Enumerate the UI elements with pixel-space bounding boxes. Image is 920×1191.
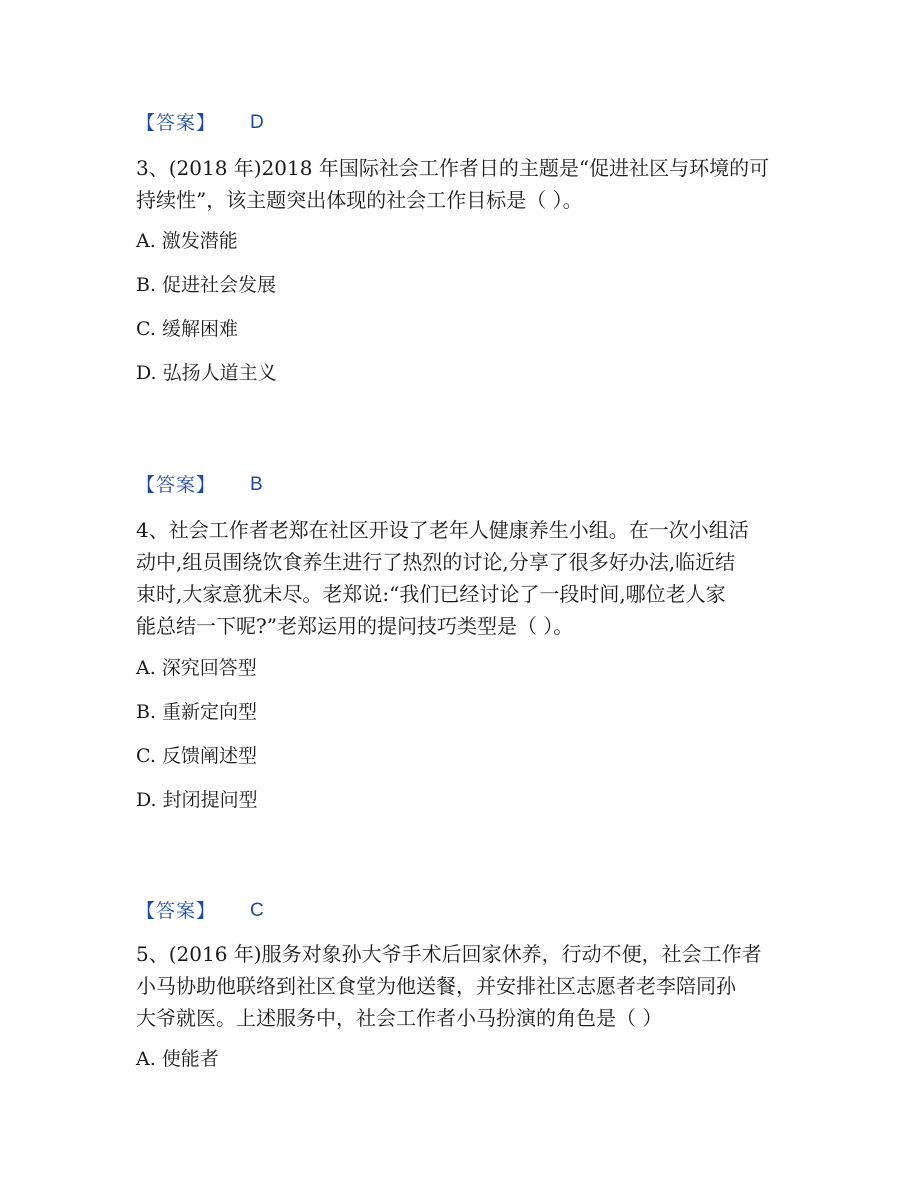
option-c: C. 反馈阐述型 [136,745,257,767]
question-stem [136,514,796,642]
answer-value: C [250,900,264,921]
option-a: A. 使能者 [136,1048,219,1070]
question-line: 大爷就医。上述服务中，社会工作者小马扮演的角色是（ ） [136,1006,663,1030]
answer-row [136,111,264,135]
option-b: B. 促进社会发展 [136,274,277,296]
question-line: 4、社会工作者老郑在社区开设了老年人健康养生小组。在一次小组活 [136,518,749,542]
option-d: D. 弘扬人道主义 [136,362,277,384]
question-line: 束时,大家意犹未尽。老郑说:“我们已经讨论了一段时间,哪位老人家 [136,582,726,606]
answer-value: B [250,474,263,495]
answer-label: 【答案】 [136,112,217,134]
question-line: 3、(2018 年)2018 年国际社会工作者日的主题是“促进社区与环境的可 [136,156,770,180]
question-line: 持续性”，该主题突出体现的社会工作目标是（ ）。 [136,188,583,212]
question-line: 5、(2016 年)服务对象孙大爷手术后回家休养，行动不便，社会工作者 [136,942,762,966]
option-c: C. 缓解困难 [136,318,238,340]
answer-row [136,899,264,923]
question-line: 动中,组员围绕饮食养生进行了热烈的讨论,分享了很多好办法,临近结 [136,550,736,574]
question-line: 小马协助他联络到社区食堂为他送餐，并安排社区志愿者老李陪同孙 [136,974,736,998]
question-stem [136,938,796,1034]
option-a: A. 激发潜能 [136,230,238,252]
question-stem [136,152,796,216]
option-d: D. 封闭提问型 [136,789,258,811]
answer-label: 【答案】 [136,474,217,496]
answer-label: 【答案】 [136,900,217,922]
option-b: B. 重新定向型 [136,701,258,723]
question-line: 能总结一下呢?”老郑运用的提问技巧类型是（ ）。 [136,614,574,638]
option-a: A. 深究回答型 [136,657,257,679]
answer-row [136,473,263,497]
answer-value: D [250,112,264,133]
